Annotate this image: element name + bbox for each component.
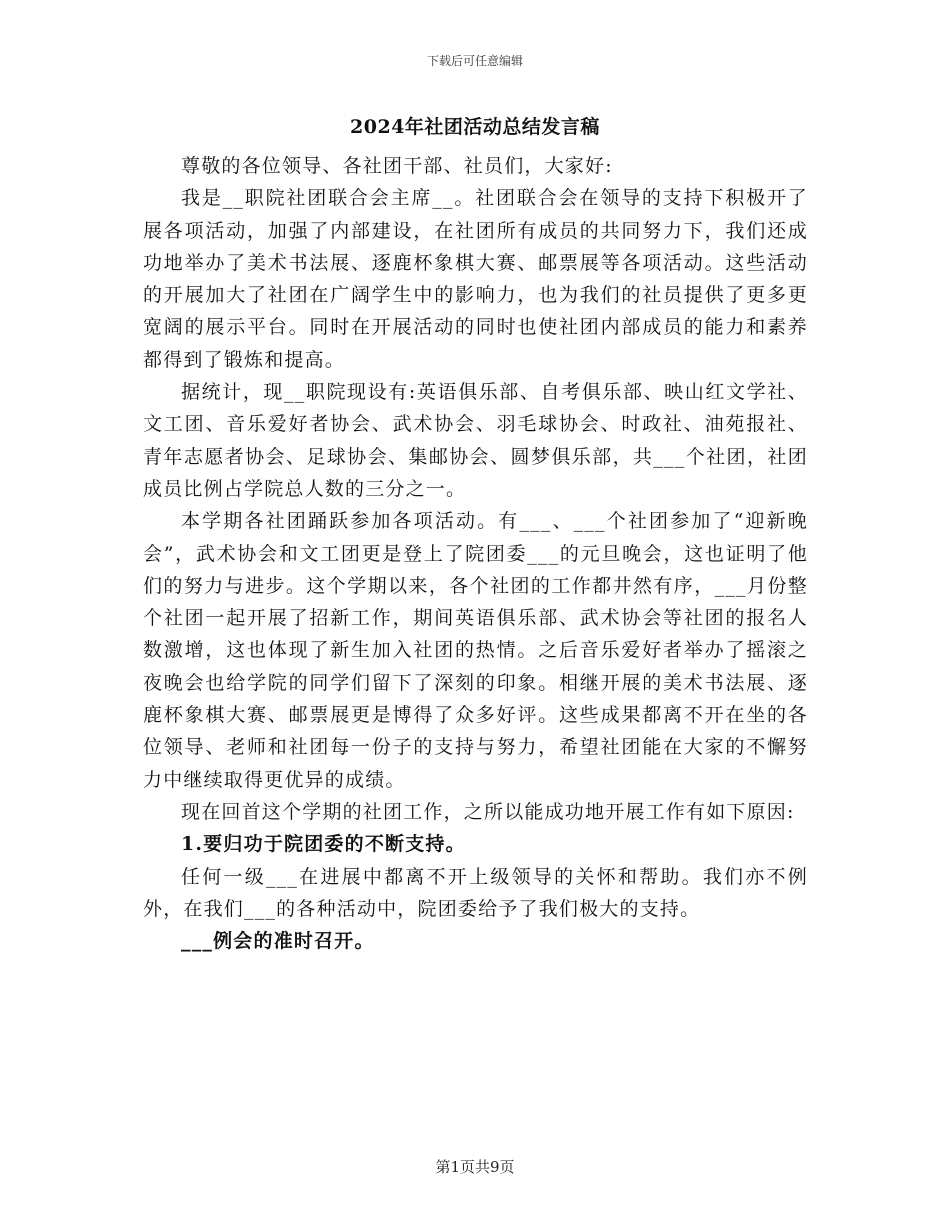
document-body	[143, 150, 808, 957]
page-header: 下载后可任意编辑	[426, 54, 523, 68]
reasons-intro-paragraph: 现在回首这个学期的社团工作，之所以能成功地开展工作有如下原因:	[181, 800, 795, 823]
intro-paragraph: 我是__职院社团联合会主席__。社团联合会在领导的支持下积极开了展各项活动，加强了内部建设，在社团所有成员的共同努力下，我们还成功地举办了美术书法展、逐鹿杯象棋大赛、邮票展等各项活动。这些活动的开展加大了社团在广阔学生中的影响力，也为我们的社员提供了更多更宽阔的展示平台。同时在开展活动的同时也使社团内部成员的能力和素养都得到了锻炼和提高。	[143, 187, 808, 371]
salutation-paragraph: 尊敬的各位领导、各社团干部、社员们，大家好:	[181, 155, 613, 177]
meeting-heading: ___例会的准时召开。	[181, 930, 375, 953]
statistics-paragraph: 据统计，现__职院现设有:英语俱乐部、自考俱乐部、映山红文学社、文工团、音乐爱好者协会、武术协会、羽毛球协会、时政社、油苑报社、青年志愿者协会、足球协会、集邮协会、圆梦俱乐部，共___个社团，社团成员比例占学院总人数的三分之一。	[143, 381, 808, 500]
document-title: 2024年社团活动总结发言稿	[350, 116, 600, 138]
reason-one-heading: 1.要归功于院团委的不断支持。	[181, 833, 466, 856]
activities-paragraph: 本学期各社团踊跃参加各项活动。有___、___个社团参加了“迎新晚会”，武术协会和文工团更是登上了院团委___的元旦晚会，这也证明了他们的努力与进步。这个学期以来，各个社团的工作都井然有序，___月份整个社团一起开展了招新工作，期间英语俱乐部、武术协会等社团的报名人数激增，这也体现了新生加入社团的热情。之后音乐爱好者举办了摇滚之夜晚会也给学院的同学们留下了深刻的印象。相继开展的美术书法展、逐鹿杯象棋大赛、邮票展更是博得了众多好评。这些成果都离不开在坐的各位领导、老师和社团每一份子的支持与努力，希望社团能在大家的不懈努力中继续取得更优异的成绩。	[143, 510, 808, 791]
page-footer: 第1页共9页	[435, 1158, 515, 1176]
reason-one-paragraph: 任何一级___在进展中都离不开上级领导的关怀和帮助。我们亦不例外，在我们___的各种活动中，院团委给予了我们极大的支持。	[143, 865, 808, 920]
